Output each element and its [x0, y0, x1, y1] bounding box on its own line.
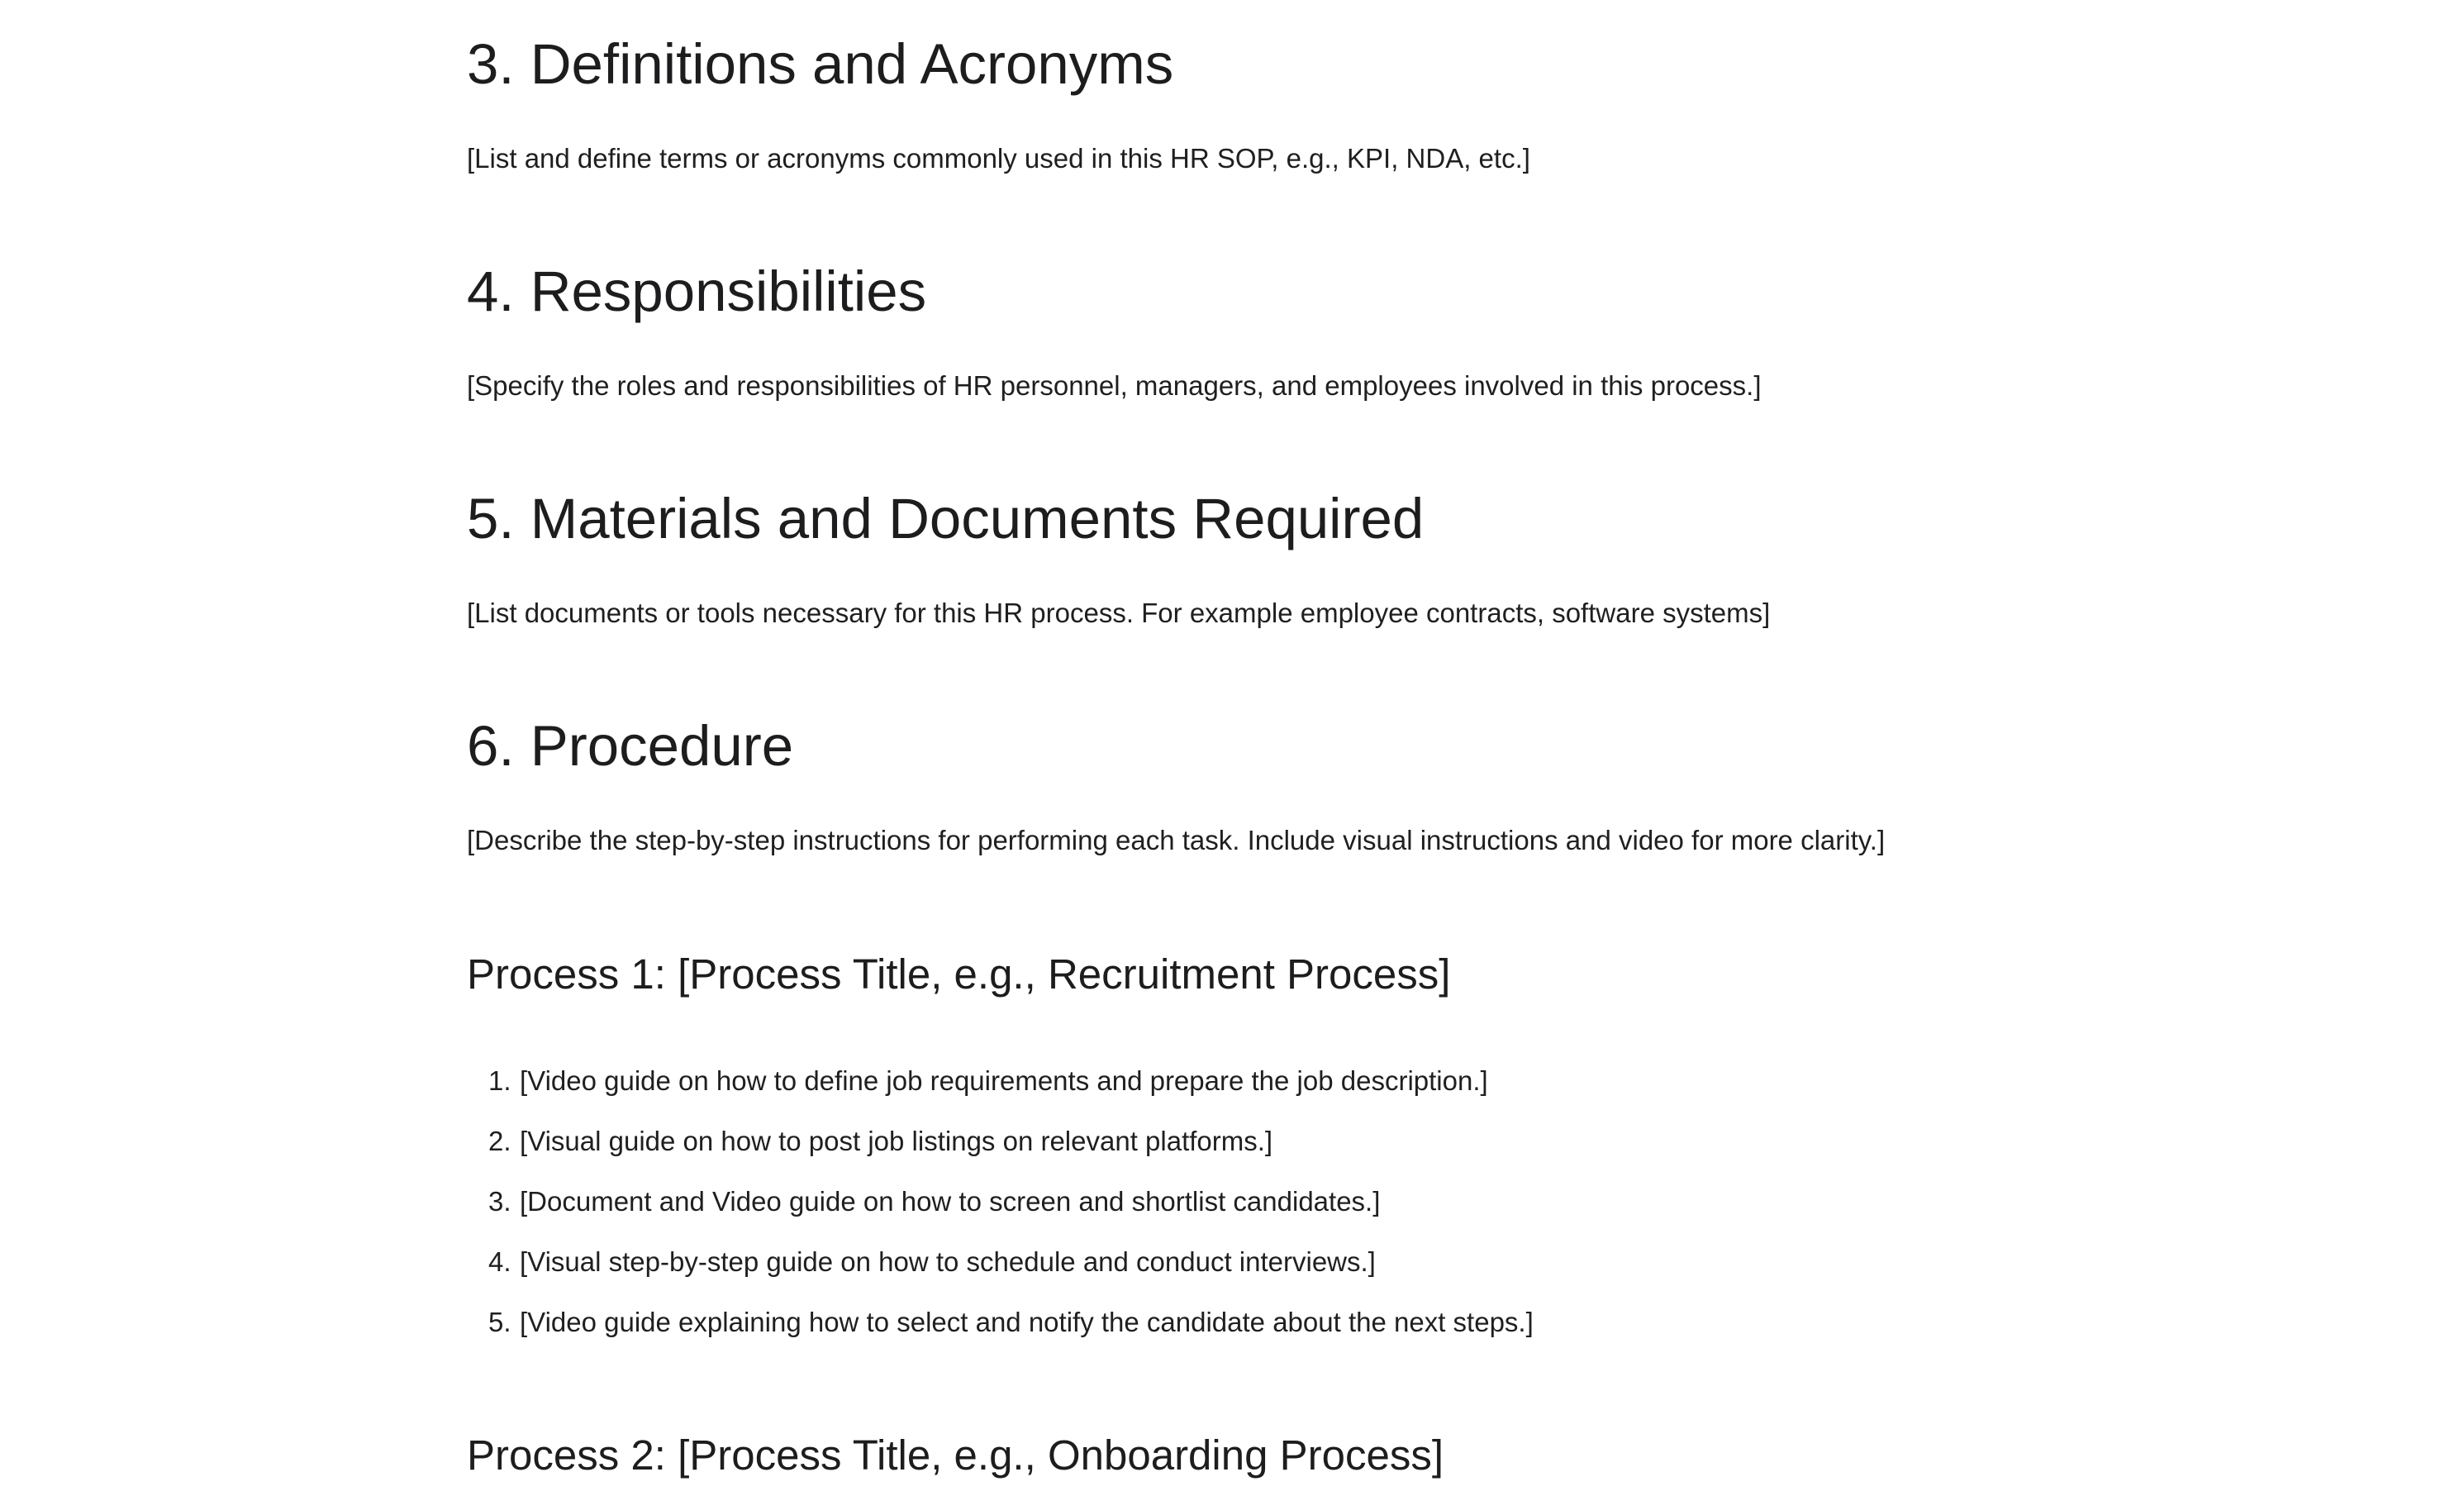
- list-item-number: 5.: [488, 1307, 511, 1337]
- section-body-materials: [List documents or tools necessary for this HR process. For example employee contracts, software systems]: [467, 598, 1771, 628]
- list-item-text: [Video guide explaining how to select and notify the candidate about the next steps.]: [520, 1307, 1534, 1337]
- list-item-text: [Document and Video guide on how to screen and shortlist candidates.]: [520, 1186, 1381, 1217]
- process-1-title: Process 1: [Process Title, e.g., Recruitment Process]: [467, 950, 1451, 998]
- list-item-number: 1.: [488, 1065, 511, 1096]
- list-item-text: [Visual step-by-step guide on how to schedule and conduct interviews.]: [520, 1246, 1376, 1277]
- section-body-definitions: [List and define terms or acronyms commonly used in this HR SOP, e.g., KPI, NDA, etc.]: [467, 143, 1530, 174]
- section-body-procedure: [Describe the step-by-step instructions for performing each task. Include visual instructions and video for more clarity.]: [467, 825, 1886, 855]
- section-body-responsibilities: [Specify the roles and responsibilities of HR personnel, managers, and employees involved in this process.]: [467, 370, 1762, 401]
- list-item-text: [Video guide on how to define job requirements and prepare the job description.]: [520, 1065, 1488, 1096]
- list-item-number: 4.: [488, 1246, 511, 1277]
- section-heading-procedure: 6. Procedure: [467, 714, 794, 778]
- process-2-title: Process 2: [Process Title, e.g., Onboarding Process]: [467, 1431, 1444, 1479]
- list-item-number: 3.: [488, 1186, 511, 1217]
- section-heading-materials: 5. Materials and Documents Required: [467, 487, 1425, 550]
- list-item-text: [Visual guide on how to post job listings on relevant platforms.]: [520, 1126, 1273, 1156]
- list-item-number: 2.: [488, 1126, 511, 1156]
- section-heading-responsibilities: 4. Responsibilities: [467, 260, 927, 323]
- section-heading-definitions: 3. Definitions and Acronyms: [467, 32, 1174, 96]
